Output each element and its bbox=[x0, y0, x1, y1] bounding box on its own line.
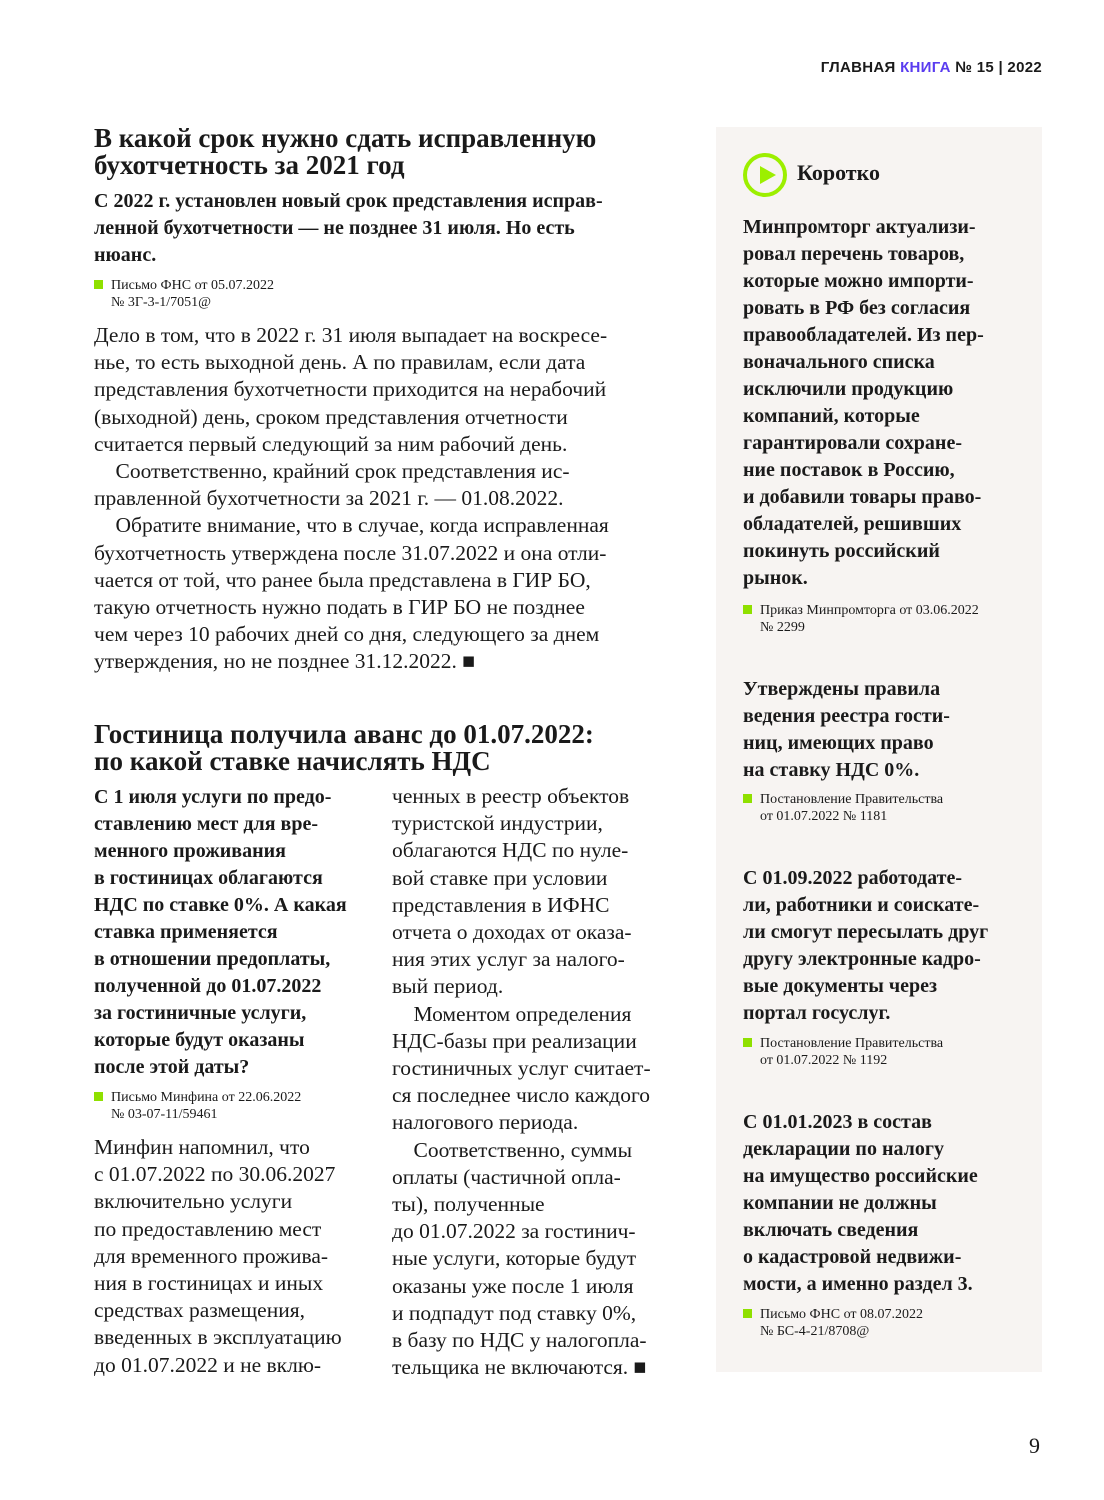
source-text: Постановление Правительства от 01.07.2022 № 1181 bbox=[760, 792, 944, 824]
article-1-source bbox=[94, 277, 274, 311]
sidebar-item-1: Минпромторг актуализи- ровал перечень товаров, которые можно импорти- ровать в РФ без согласия правообладателей. Из пер- воначального списка исключили продукцию компаний, которые гарантировали сохране- ние поставок в Россию, и добавили товары право- обладателей, решивших покинуть российский рынок. bbox=[743, 216, 984, 589]
source-text: Постановление Правительства от 01.07.2022 № 1192 bbox=[760, 1036, 944, 1068]
bullet-square-icon bbox=[743, 1309, 752, 1318]
header-issue: № 15 | 2022 bbox=[950, 59, 1042, 76]
source-text: Письмо ФНС от 08.07.2022 № БС-4-21/8708@ bbox=[760, 1307, 924, 1339]
bullet-square-icon bbox=[743, 1038, 752, 1047]
header-title: ГЛАВНАЯ bbox=[820, 59, 901, 76]
magazine-header bbox=[821, 59, 1042, 76]
article-1-lead: С 2022 г. установлен новый срок представления исправ- ленной бухотчетности — не позднее 31 июля. Но есть нюанс. bbox=[94, 190, 603, 266]
bullet-square-icon bbox=[94, 1092, 103, 1101]
sidebar-item-4: С 01.01.2023 в состав декларации по налогу на имущество российские компании не должны включать сведения о кадастровой недвижи- мости, а именно раздел 3. bbox=[743, 1111, 978, 1295]
article-2-lead: С 1 июля услуги по предо- ставлению мест для вре- менного проживания в гостиницах облагаются НДС по ставке 0%. А какая ставка применяется в отношении предоплаты, полученной до 01.07.2022 за гостиничные услуги, которые будут оказаны после этой даты? bbox=[94, 786, 347, 1078]
sidebar-item-1-source bbox=[743, 602, 979, 636]
article-2-source bbox=[94, 1089, 301, 1123]
bullet-square-icon bbox=[743, 794, 752, 803]
sidebar-item-2: Утверждены правила ведения реестра гости- ниц, имеющих право на ставку НДС 0%. bbox=[743, 678, 950, 781]
source-text: Приказ Минпромторга от 03.06.2022 № 2299 bbox=[760, 603, 979, 635]
article-1-body: Дело в том, что в 2022 г. 31 июля выпадает на воскресе- нье, то есть выходной день. А по правилам, если дата представления бухотчетности приходится на нерабочий (выходной) день, сроком представления отчетности считается первый следующий за ним рабочий день. Соответственно, крайний срок представления ис- правленной бухотчетности за 2021 г. — 01.08.2022. Обратите внимание, что в случае, когда исправленная бухотчетность утверждена после 31.07.2022 и она отли- чается от той, что ранее была представлена в ГИР БО, такую отчетность нужно подать в ГИР БО не позднее чем через 10 рабочих дней со дня, следующего за днем утверждения, но не позднее 31.12.2022. ■ bbox=[94, 323, 609, 674]
source-text: Письмо Минфина от 22.06.2022 № 03-07-11/59461 bbox=[111, 1090, 302, 1122]
page-number: 9 bbox=[1029, 1433, 1040, 1458]
bullet-square-icon bbox=[743, 605, 752, 614]
sidebar-item-3: С 01.09.2022 работодате- ли, работники и соискате- ли смогут пересылать друг другу электронные кадро- вые документы через портал госуслуг. bbox=[743, 867, 989, 1024]
source-text: Письмо ФНС от 05.07.2022 № 3Г-3-1/7051@ bbox=[111, 278, 275, 310]
play-circle-icon bbox=[743, 153, 787, 197]
sidebar-title: Коротко bbox=[797, 160, 880, 185]
article-2-body-col1: Минфин напомнил, что с 01.07.2022 по 30.06.2027 включительно услуги по предоставлению мест для временного прожива- ния в гостиницах и иных средствах размещения, введенных в эксплуатацию до 01.07.2022 и не вклю- bbox=[94, 1135, 342, 1377]
article-1-title: В какой срок нужно сдать исправленную бухотчетность за 2021 год bbox=[94, 123, 597, 180]
sidebar-item-2-source bbox=[743, 791, 943, 825]
bullet-square-icon bbox=[94, 280, 103, 289]
article-2-title: Гостиница получила аванс до 01.07.2022: по какой ставке начислять НДС bbox=[94, 719, 594, 776]
sidebar-item-4-source bbox=[743, 1306, 923, 1340]
sidebar-item-3-source bbox=[743, 1035, 943, 1069]
header-title-accent: КНИГА bbox=[900, 59, 951, 76]
article-2-body-col2: ченных в реестр объектов туристской индустрии, облагаются НДС по нуле- вой ставке при условии представления в ИФНС отчета о доходах от оказа- ния этих услуг за налого- вый период. Моментом определения НДС-базы при реализации гостиничных услуг считает- ся последнее число каждого налогового периода. Соответственно, суммы оплаты (частичной опла- ты), полученные до 01.07.2022 за гостинич- ные услуги, которые будут оказаны уже после 1 июля и подпадут под ставку 0%, в базу по НДС у налогопла- тельщика не включаются. ■ bbox=[392, 784, 651, 1380]
